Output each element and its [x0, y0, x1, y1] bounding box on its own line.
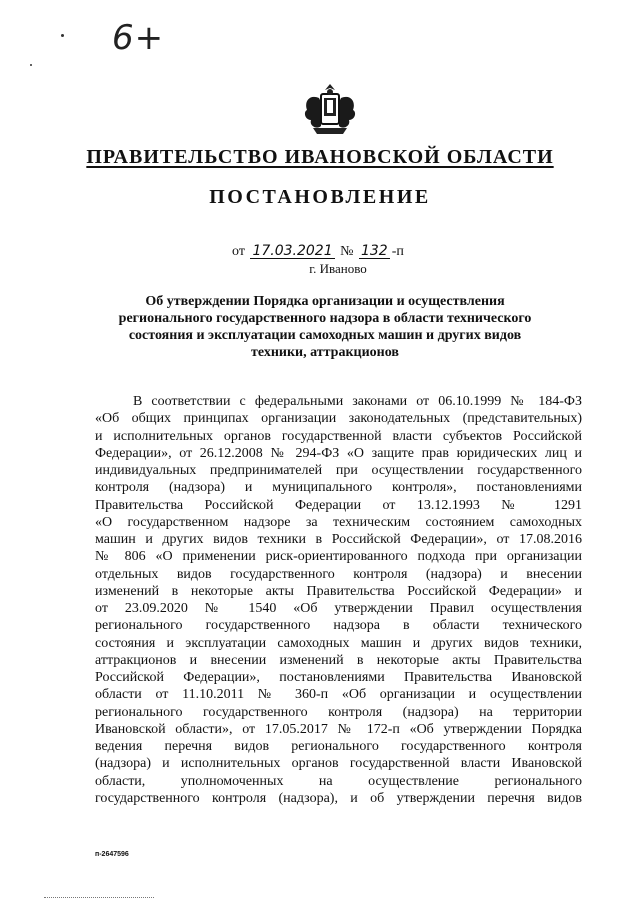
- coat-of-arms-icon: [299, 78, 361, 138]
- body-paragraph: [95, 393, 582, 807]
- title-line: регионального государственного надзора в области технического: [118, 311, 532, 326]
- ink-dot: [61, 34, 64, 37]
- document-type: ПОСТАНОВЛЕНИЕ: [209, 186, 431, 208]
- body-line: и исполнительных органов государственной власти субъектов Российской: [95, 428, 582, 444]
- body-line: «Об общих принципах организации законодательных (представительных): [95, 411, 582, 427]
- body-line: индивидуальных предпринимателей при осуществлении государственного: [95, 463, 582, 478]
- handwritten-number: 132: [360, 243, 388, 259]
- body-line: отдельных видов государственного контроля (надзора) и внесении: [95, 566, 582, 582]
- body-line: области, уполномоченных на осуществление регионального: [95, 773, 582, 789]
- handwritten-date: 17.03.2021: [252, 243, 333, 259]
- handwritten-mark: 6+: [112, 18, 165, 58]
- number-prefix: №: [340, 244, 354, 259]
- document-code: п-2647596: [95, 851, 129, 858]
- date-number-line: [232, 244, 532, 260]
- body-line: государственного контроля (надзора), и об утверждении перечня видов: [95, 790, 582, 806]
- body-line: В соответствии с федеральными законами от 06.10.1999 № 184-ФЗ: [133, 394, 582, 409]
- date-prefix: от: [232, 244, 245, 259]
- body-line: «О государственном надзоре за техническим состоянием самоходных: [95, 514, 582, 530]
- ink-dot: [30, 64, 32, 66]
- title-line: состояния и эксплуатации самоходных машин и других видов: [128, 328, 522, 343]
- title-line: техники, аттракционов: [251, 345, 399, 360]
- body-line: от 23.09.2020 № 1540 «Об утверждении Правил осуществления: [95, 601, 582, 616]
- document-title: [110, 293, 540, 361]
- body-line: машин и других видов техники в Российской Федерации», от 17.08.2016: [95, 532, 582, 547]
- body-line: регионального государственного надзора в области технического: [95, 618, 582, 634]
- number-suffix: -п: [391, 244, 404, 259]
- body-line: области от 11.10.2011 № 360-п «Об организации и осуществлении: [95, 687, 582, 703]
- scan-artifact: [44, 897, 154, 899]
- title-line: Об утверждении Порядка организации и осуществления: [145, 294, 505, 309]
- body-line: ведения перечня видов регионального государственного контроля: [95, 739, 582, 754]
- body-line: контроля (надзора) и муниципального контроля», постановлениями: [95, 480, 582, 496]
- body-line: регионального государственного контроля (надзора) на территории: [95, 704, 582, 720]
- body-line: Правительства Российской Федерации от 13.12.1993 № 1291: [95, 497, 582, 513]
- body-line: изменений в некоторые акты Правительства Российской Федерации» и: [95, 583, 582, 599]
- body-line: Российской Федерации», постановлениями Правительства Ивановской: [95, 670, 582, 685]
- body-line: № 806 «О применении риск-ориентированного подхода при организации: [95, 549, 582, 565]
- body-line: (надзора) и исполнительных органов государственной власти Ивановской: [95, 756, 582, 772]
- body-line: аттракционов и внесении изменений в некоторые акты Правительства: [95, 652, 582, 668]
- body-line: Ивановской области», от 17.05.2017 № 172-п «Об утверждении Порядка: [95, 721, 582, 737]
- government-name: ПРАВИТЕЛЬСТВО ИВАНОВСКОЙ ОБЛАСТИ: [86, 146, 554, 168]
- body-line: Федерации», от 26.12.2008 № 294-ФЗ «О защите прав юридических лиц и: [95, 445, 582, 461]
- city: г. Иваново: [309, 261, 367, 276]
- body-line: состояния и эксплуатации самоходных машин и других видов техники,: [95, 635, 582, 651]
